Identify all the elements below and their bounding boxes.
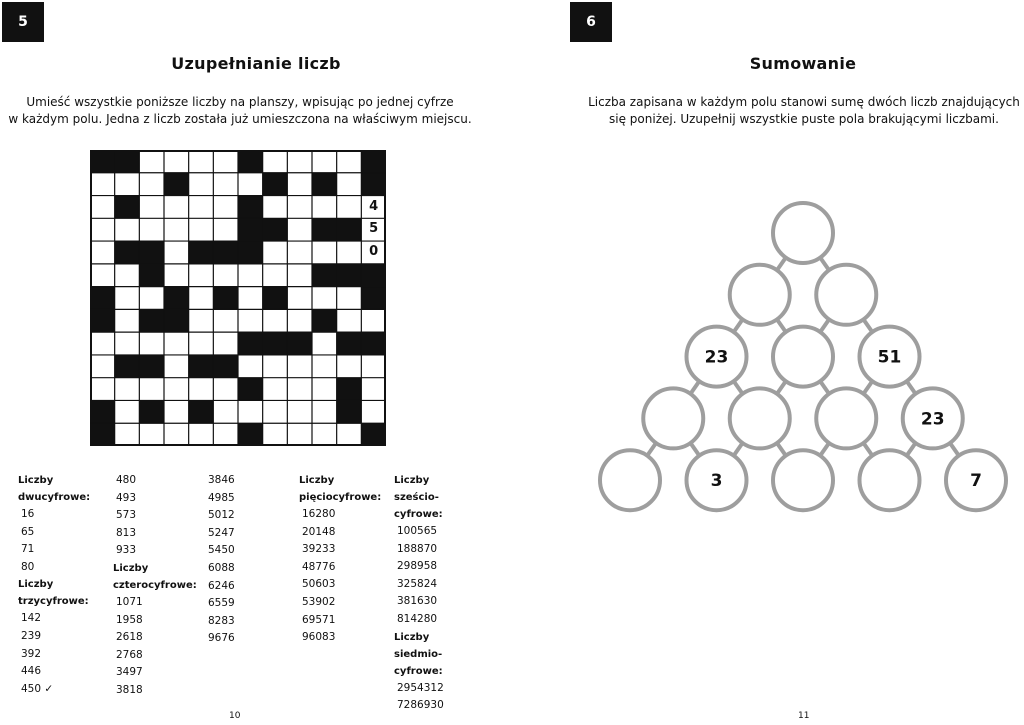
- pyramid-cell-value: 23: [704, 347, 729, 368]
- pyramid-cell-empty[interactable]: [643, 388, 703, 448]
- number-list-heading: Liczby: [113, 562, 149, 574]
- number-list-item: 5247: [208, 526, 235, 539]
- number-list-heading: cyfrowe:: [394, 509, 443, 520]
- number-list-column: [299, 472, 381, 647]
- number-list-heading: Liczby: [299, 475, 335, 486]
- number-list-item: 813: [116, 526, 137, 539]
- number-list-item: 239: [21, 629, 42, 642]
- puzzle-instructions: [0, 94, 480, 128]
- pyramid-cell-value: 51: [877, 347, 902, 368]
- number-list-heading: trzycyfrowe:: [18, 596, 89, 608]
- number-list-heading: Liczby: [18, 579, 54, 591]
- number-list-heading: dwucyfrowe:: [18, 492, 91, 503]
- number-list-item: 9676: [208, 632, 235, 645]
- pyramid-cell-value: 7: [970, 471, 982, 492]
- number-list-item: 392: [21, 647, 42, 660]
- number-list-item: 39233: [302, 543, 336, 556]
- number-list-item: 4985: [208, 491, 235, 504]
- number-list-item: 573: [116, 509, 137, 522]
- number-list-item: 80: [21, 560, 35, 573]
- grid-lines: [90, 150, 386, 446]
- number-list-heading: Liczby: [394, 631, 430, 643]
- number-list-item: 381630: [397, 595, 438, 608]
- number-list-item: 16280: [302, 508, 336, 520]
- number-list-column: [394, 472, 444, 715]
- number-list-item: 450 ✓: [21, 682, 54, 695]
- instruction-line: w każdym polu. Jedna z liczb została już umieszczona na właściwym miejscu.: [8, 112, 472, 126]
- pyramid-cell-empty[interactable]: [600, 450, 660, 510]
- number-list-item: 6559: [208, 597, 235, 610]
- number-list-item: 142: [21, 612, 42, 625]
- number-list-heading: pięciocyfrowe:: [299, 492, 382, 503]
- pyramid-cell-empty[interactable]: [816, 265, 876, 325]
- puzzle-title: Sumowanie: [749, 54, 857, 73]
- number-list-item: 3497: [116, 666, 143, 679]
- number-list-item: 298958: [397, 560, 438, 573]
- number-list-item: 65: [21, 525, 35, 538]
- number-list-item: 16: [21, 508, 35, 520]
- pyramid-cell-empty[interactable]: [816, 388, 876, 448]
- number-list-item: 71: [21, 543, 35, 556]
- number-list-item: 188870: [397, 542, 438, 555]
- number-list-column: [113, 472, 197, 700]
- instruction-line: się poniżej. Uzupełnij wszystkie puste pola brakującymi liczbami.: [609, 112, 999, 126]
- right-page: [512, 0, 1024, 725]
- number-list-item: 69571: [302, 613, 336, 626]
- page-number: 11: [798, 711, 810, 721]
- pyramid-cell-empty[interactable]: [730, 265, 790, 325]
- number-list-item: 8283: [208, 614, 235, 627]
- puzzle-number-badge: 5: [2, 2, 44, 42]
- number-list-item: 6088: [208, 561, 235, 574]
- puzzle-number-badge: 6: [570, 2, 612, 42]
- number-list-heading: Liczby: [18, 475, 54, 486]
- number-list-heading: sześcio-: [394, 492, 439, 503]
- number-list-heading: cyfrowe:: [394, 665, 443, 677]
- grid-cell-digit: 4: [369, 198, 379, 214]
- page-number: 10: [229, 711, 241, 721]
- number-list-item: 3846: [208, 474, 235, 486]
- number-list-item: 100565: [397, 525, 438, 537]
- number-list-item: 2954312: [397, 681, 444, 694]
- number-list-heading: czterocyfrowe:: [113, 579, 197, 591]
- number-list-item: 5012: [208, 509, 235, 522]
- number-list-item: 50603: [302, 578, 336, 591]
- number-list-heading: Liczby: [394, 475, 430, 486]
- puzzle-title: Uzupełnianie liczb: [171, 54, 341, 73]
- number-list-column: [18, 472, 90, 698]
- number-list-item: 1958: [116, 613, 143, 626]
- number-list-item: 446: [21, 665, 42, 678]
- pyramid-cell-empty[interactable]: [773, 450, 833, 510]
- number-list-item: 7286930: [397, 699, 444, 712]
- crossword-grid: [90, 150, 386, 446]
- pyramid-cell-empty[interactable]: [730, 388, 790, 448]
- number-list-item: 96083: [302, 631, 336, 644]
- number-list-item: 480: [116, 474, 137, 486]
- number-list-item: 2768: [116, 648, 143, 661]
- instruction-line: Liczba zapisana w każdym polu stanowi sumę dwóch liczb znajdujących: [588, 95, 1020, 109]
- number-list-item: 48776: [302, 560, 336, 573]
- pyramid-cell-empty[interactable]: [773, 203, 833, 263]
- number-list-item: 1071: [116, 595, 143, 608]
- pyramid-cell-value: 23: [920, 409, 945, 430]
- pyramid-cell-empty[interactable]: [773, 327, 833, 387]
- number-list-column: [205, 472, 235, 648]
- number-list-item: 53902: [302, 595, 336, 608]
- instruction-line: Umieść wszystkie poniższe liczby na planszy, wpisując po jednej cyfrze: [26, 95, 454, 109]
- number-list-item: 325824: [397, 577, 438, 590]
- number-list-item: 814280: [397, 612, 438, 625]
- number-list-item: 6246: [208, 579, 235, 592]
- pyramid-cell-value: 3: [710, 471, 723, 492]
- sum-pyramid: [512, 0, 1024, 725]
- number-list-item: 933: [116, 544, 137, 557]
- grid-cell-digit: 0: [369, 244, 379, 260]
- number-list-item: 2618: [116, 631, 143, 644]
- number-list-item: 493: [116, 491, 137, 504]
- number-list-item: 20148: [302, 525, 336, 538]
- pyramid-cell-empty[interactable]: [860, 450, 920, 510]
- number-list-item: 5450: [208, 544, 235, 557]
- grid-cell-digit: 5: [369, 221, 379, 237]
- number-list-item: 3818: [116, 683, 143, 696]
- number-list-heading: siedmio-: [394, 648, 443, 660]
